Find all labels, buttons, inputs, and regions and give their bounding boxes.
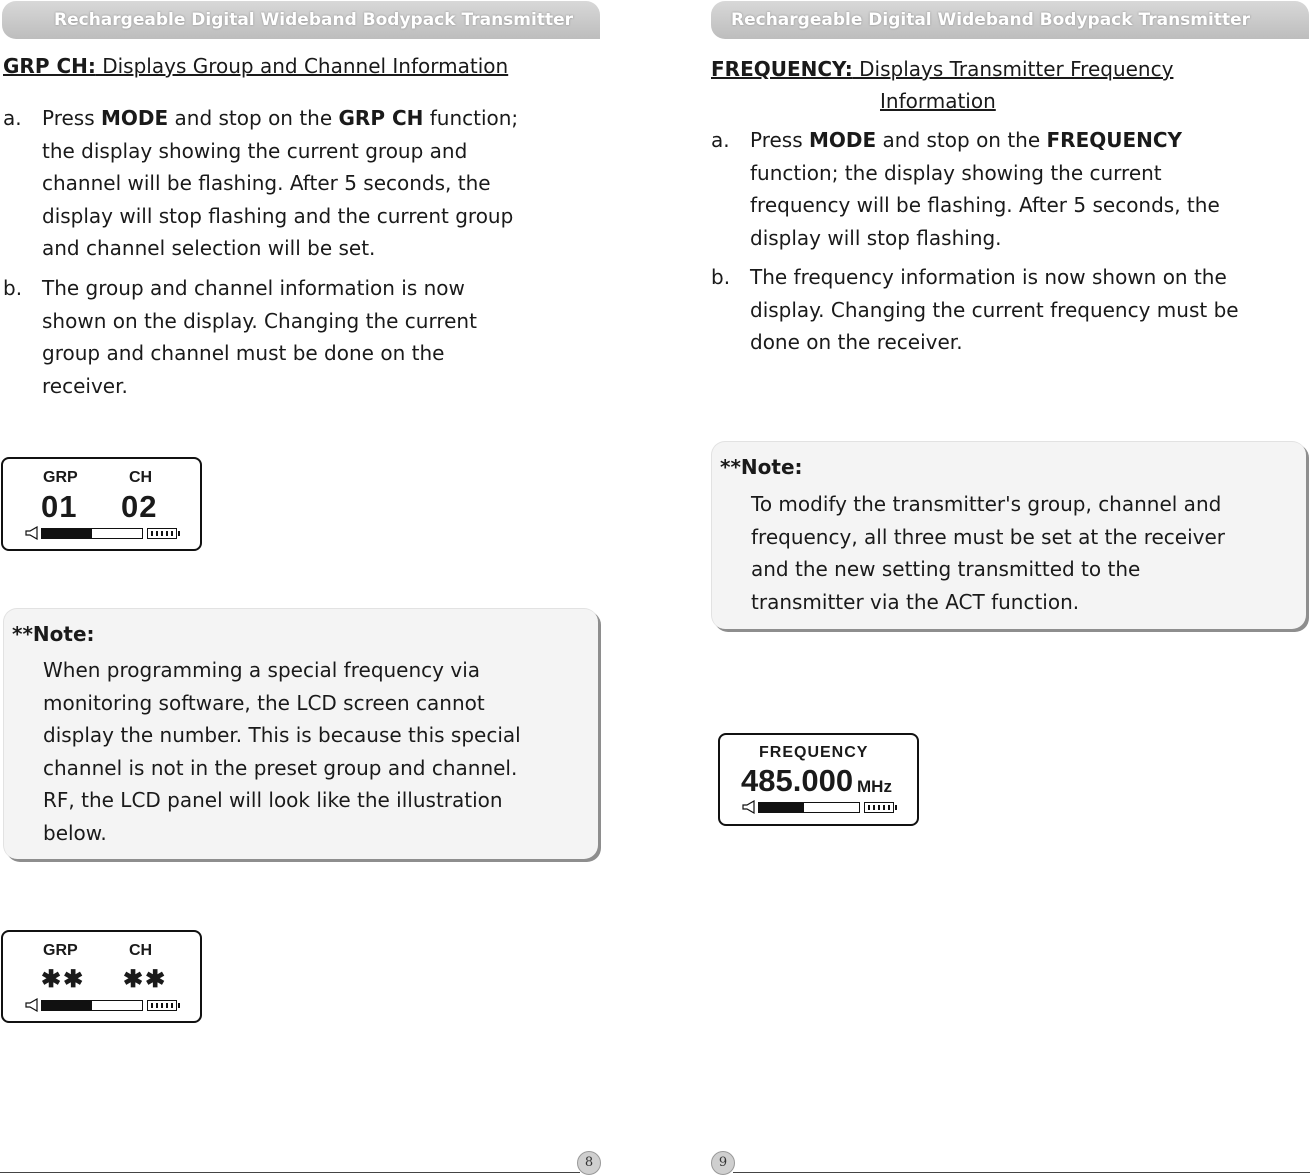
step-b-line-3: group and channel must be done on the	[42, 341, 445, 365]
right-note-line-4: transmitter via the ACT function.	[751, 589, 1080, 614]
step-a-line-1: Press MODE and stop on the GRP CH function;	[42, 106, 519, 130]
step-b-marker: b.	[3, 276, 23, 300]
freq-step-b-line-1: The frequency information is now shown on the	[750, 265, 1227, 289]
special-frequency-lcd-display	[1, 930, 202, 1023]
step-a-line-3: channel will be flashing. After 5 seconds, the	[42, 171, 491, 195]
lcd2-ch-value: ✱✱	[123, 966, 168, 993]
battery-icon	[864, 802, 894, 813]
left-note-line-2: monitoring software, the LCD screen cannot	[43, 690, 485, 715]
speaker-icon	[25, 526, 39, 540]
lcd-frequency-value: 485.000	[741, 763, 854, 798]
battery-tip	[895, 805, 897, 810]
step-b-line-1: The group and channel information is now	[42, 276, 465, 300]
left-note-line-6: below.	[43, 820, 107, 845]
freq-step-a-line-2: function; the display showing the current	[750, 160, 1162, 185]
step-a-line-5: and channel selection will be set.	[42, 236, 376, 260]
lcd-level-fill	[42, 529, 92, 538]
battery-tip	[178, 531, 180, 536]
right-note-line-2: frequency, all three must be set at the receiver	[751, 524, 1226, 549]
grp-ch-label: GRP CH:	[3, 54, 96, 78]
battery-icon	[147, 1000, 177, 1011]
left-note-line-5: RF, the LCD panel will look like the illustration	[43, 788, 503, 812]
freq-step-b-line-2: display. Changing the current frequency must be	[750, 297, 1239, 322]
lcd2-level-bar	[41, 1000, 143, 1011]
speaker-icon	[25, 998, 39, 1012]
freq-step-a-line-4: display will stop flashing.	[750, 225, 1002, 250]
step-a-line-2: the display showing the current group and	[42, 138, 468, 163]
left-note-line-4: channel is not in the preset group and channel.	[43, 755, 518, 780]
lcd2-grp-label: GRP	[43, 942, 78, 959]
frequency-label: FREQUENCY:	[711, 57, 853, 81]
frequency-lcd-display	[718, 733, 919, 826]
freq-step-a-line-1: Press MODE and stop on the FREQUENCY	[750, 128, 1183, 152]
lcd-ch-value: 02	[121, 489, 158, 524]
left-note-line-3: display the number. This is because this special	[43, 723, 521, 747]
lcd-frequency-level-fill	[759, 803, 804, 812]
right-footer-line	[733, 1172, 1310, 1173]
lcd2-level-fill	[42, 1001, 92, 1010]
left-footer-line	[0, 1172, 580, 1173]
lcd2-grp-value: ✱✱	[41, 966, 86, 993]
freq-step-b-line-3: done on the receiver.	[750, 330, 963, 354]
step-b-line-2: shown on the display. Changing the current	[42, 308, 477, 333]
right-note-line-3: and the new setting transmitted to the	[751, 557, 1141, 581]
left-page-number: 8	[577, 1151, 601, 1175]
freq-step-a-line-3: frequency will be flashing. After 5 seconds, the	[750, 193, 1220, 217]
frequency-section-title-cont: Information	[880, 89, 996, 113]
left-note-line-1: When programming a special frequency via	[43, 658, 481, 682]
freq-step-a-marker: a.	[711, 128, 730, 152]
step-a-line-4: display will stop flashing and the current group	[42, 203, 514, 228]
frequency-description-1: Displays Transmitter Frequency	[852, 57, 1174, 81]
lcd-grp-value: 01	[41, 489, 78, 524]
freq-step-b-marker: b.	[711, 265, 731, 289]
step-a-marker: a.	[3, 106, 22, 130]
lcd-level-bar	[41, 528, 143, 539]
right-page	[705, 0, 1310, 1175]
grp-ch-section-title	[3, 50, 508, 82]
lcd-grp-label: GRP	[43, 469, 78, 486]
frequency-section-title	[711, 53, 1173, 85]
lcd-frequency-level-bar	[758, 802, 860, 813]
lcd-ch-label: CH	[129, 469, 153, 486]
left-note-box	[3, 608, 598, 859]
grp-ch-lcd-display	[1, 457, 202, 551]
right-note-title: **Note:	[720, 455, 803, 479]
right-note-box	[711, 441, 1306, 629]
lcd-frequency-unit: MHz	[857, 777, 892, 796]
battery-icon	[147, 528, 177, 539]
grp-ch-description: Displays Group and Channel Information	[95, 54, 509, 78]
step-b-line-4: receiver.	[42, 373, 128, 398]
left-header-bar: Rechargeable Digital Wideband Bodypack Transmitter	[2, 1, 600, 39]
lcd2-ch-label: CH	[129, 942, 153, 959]
left-note-title: **Note:	[12, 622, 95, 646]
speaker-icon	[742, 800, 756, 814]
right-page-number: 9	[711, 1151, 735, 1175]
right-note-line-1: To modify the transmitter's group, channel and	[751, 492, 1222, 516]
right-header-bar: Rechargeable Digital Wideband Bodypack Transmitter	[711, 1, 1309, 39]
battery-tip	[178, 1003, 180, 1008]
left-page	[0, 0, 605, 1175]
lcd-frequency-label: FREQUENCY	[759, 744, 869, 761]
